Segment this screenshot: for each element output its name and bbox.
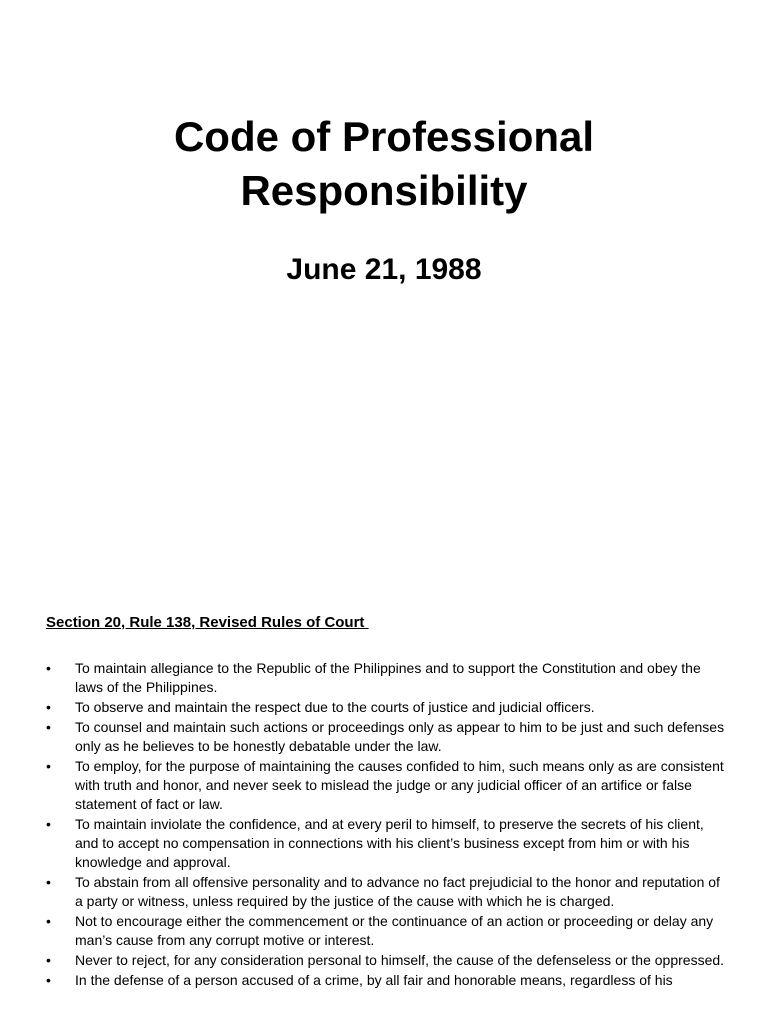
bullet-icon: • [46,758,51,774]
bullet-icon: • [46,913,51,929]
rules-list [46,659,726,991]
bullet-icon: • [46,952,51,968]
rule-text: Not to encourage either the commencement or the continuance of an action or proceeding or delay any man’s cause from any corrupt motive or interest. [75,913,714,948]
rule-text: To counsel and maintain such actions or proceedings only as appear to him to be just and such defenses only as he believes to be honestly debatable under the law. [75,719,725,754]
bullet-icon: • [46,874,51,890]
list-item [46,698,726,717]
list-item [46,757,726,814]
bullet-icon: • [46,699,51,715]
rule-text: To employ, for the purpose of maintaining the causes confided to him, such means only as are consistent with truth and honor, and never seek to mislead the judge or any judicial officer of an artifice or false statement of fact or law. [75,758,724,812]
document-title [0,110,768,218]
list-item [46,912,726,950]
rule-text: To maintain allegiance to the Republic of the Philippines and to support the Constitution and obey the laws of the Philippines. [75,660,701,695]
title-line-2: Responsibility [240,167,528,214]
rule-text: To maintain inviolate the confidence, and at every peril to himself, to preserve the secrets of his client, and to accept no compensation in connections with his client’s business except from him or with his knowledge and approval. [75,816,704,870]
list-item [46,873,726,911]
document-date: June 21, 1988 [286,253,482,286]
section-heading: Section 20, Rule 138, Revised Rules of Court [46,614,369,631]
bullet-icon: • [46,816,51,832]
list-item [46,659,726,697]
list-item [46,951,726,970]
rule-text: Never to reject, for any consideration personal to himself, the cause of the defenseless or the oppressed. [75,952,725,968]
list-item [46,815,726,872]
list-item [46,971,726,990]
bullet-icon: • [46,972,51,988]
rule-text: In the defense of a person accused of a crime, by all fair and honorable means, regardless of his [75,972,673,988]
bullet-icon: • [46,719,51,735]
rule-text: To abstain from all offensive personality and to advance no fact prejudicial to the honor and reputation of a party or witness, unless required by the justice of the cause with which he is charged. [75,874,720,909]
title-line-1: Code of Professional [173,113,595,160]
bullet-icon: • [46,660,51,676]
rule-text: To observe and maintain the respect due to the courts of justice and judicial officers. [75,699,595,715]
list-item [46,718,726,756]
